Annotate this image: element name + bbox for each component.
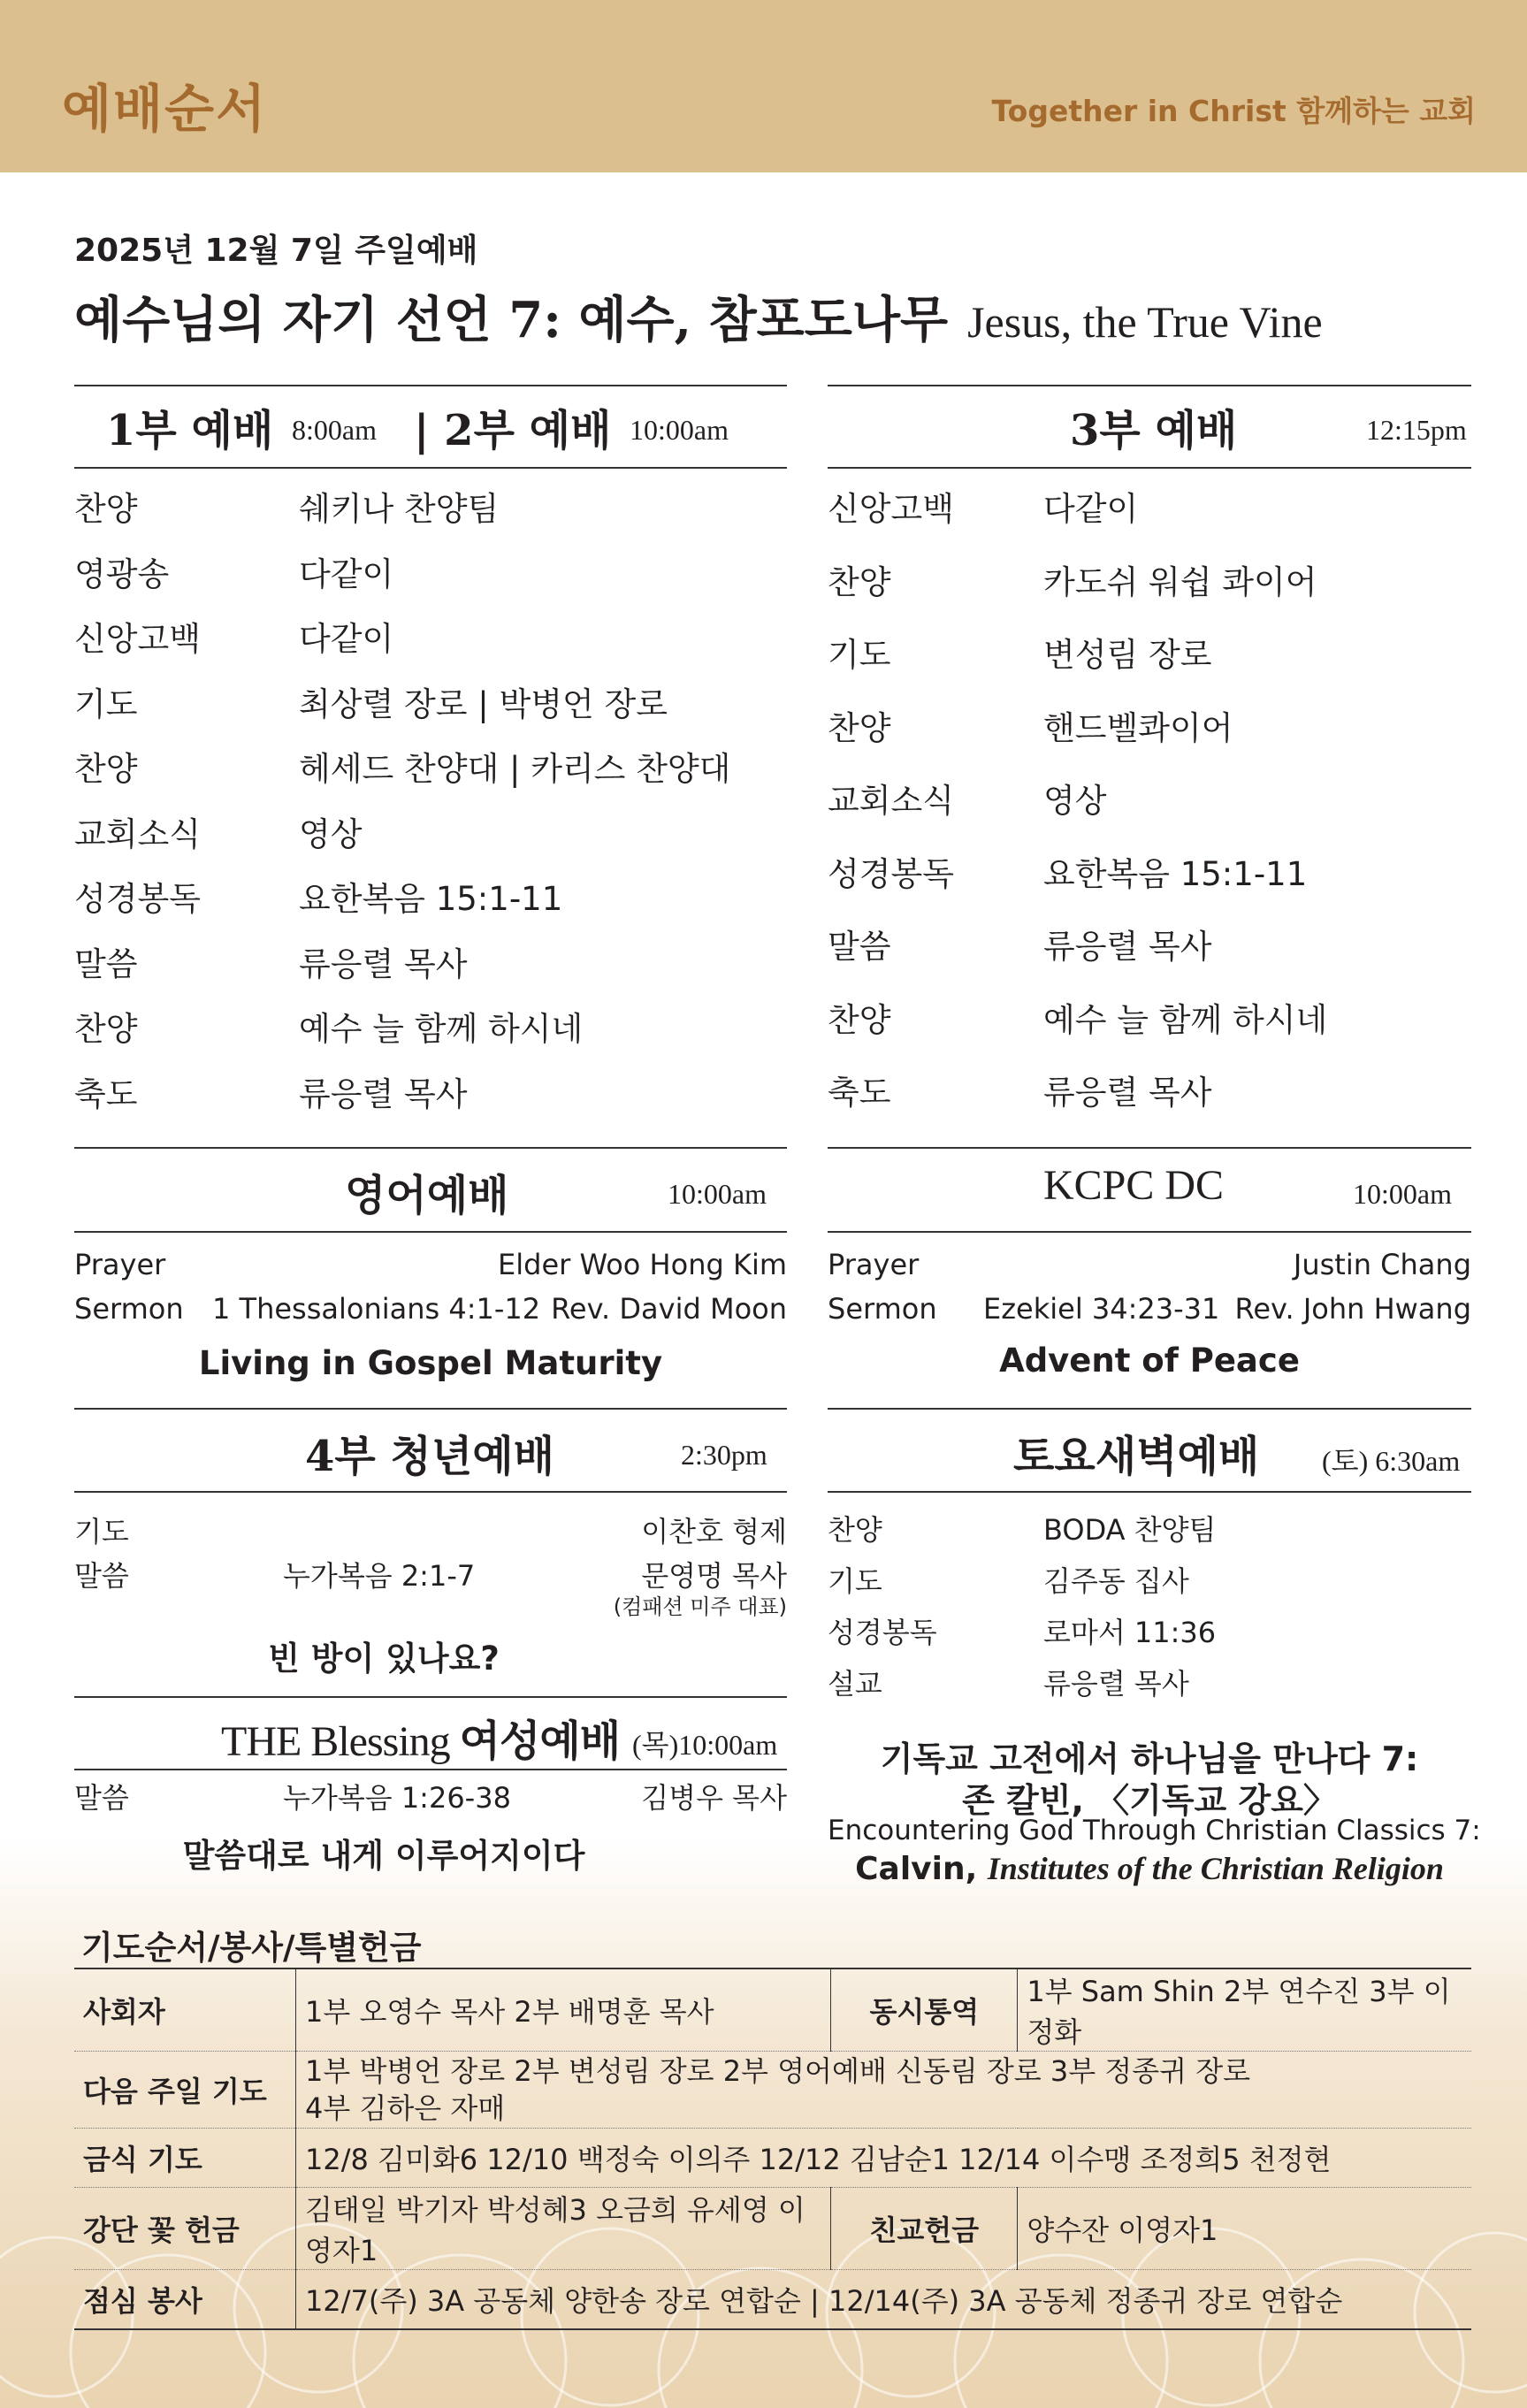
english-service-heading: 영어예배 (345, 1171, 509, 1220)
divider (74, 1147, 787, 1149)
divider (74, 1231, 787, 1233)
service-date: 2025년 12월 7일 주일예배 (74, 233, 478, 269)
order-item-label: 교회소식 (828, 782, 954, 820)
row-value: 1부 오영수 목사 2부 배명훈 목사 (296, 1968, 831, 2052)
service3-heading: 3부 예배 (1070, 406, 1238, 455)
sermon-preacher: 문영명 목사 (641, 1559, 787, 1593)
row-header: 금식 기도 (74, 2129, 296, 2188)
order-item-value: 카도쉬 워쉽 콰이어 (1043, 562, 1317, 601)
women-service-heading (221, 1707, 620, 1768)
saturday-service-time: (토) 6:30am (1322, 1445, 1461, 1477)
sermon-label: 말씀 (74, 1559, 129, 1593)
sermon-reference: 누가복음 1:26-38 (283, 1781, 511, 1815)
divider (828, 385, 1471, 386)
order-item-value: 김주동 집사 (1043, 1564, 1189, 1598)
divider (74, 385, 787, 386)
order-item-value: 류응렬 목사 (1043, 1667, 1189, 1701)
row-value: 양수잔 이영자1 (1018, 2188, 1471, 2270)
prayer-label: 기도 (74, 1515, 129, 1548)
classic-series-subtitle-en (828, 1850, 1471, 1887)
order-item-value: BODA 찬양팀 (1043, 1513, 1217, 1547)
classic-series-title: 기독교 고전에서 하나님을 만나다 7: (880, 1739, 1419, 1778)
info-section-title: 기도순서/봉사/특별헌금 (81, 1929, 422, 1967)
order-item-label: 영광송 (74, 554, 170, 593)
youth-service-time: 2:30pm (681, 1439, 767, 1471)
service1-heading: 1부 예배 (106, 406, 274, 455)
kcpc-time: 10:00am (1353, 1178, 1452, 1210)
order-item-value: 예수 늘 함께 하시네 (1043, 1000, 1328, 1039)
order-item-label: 기도 (828, 636, 891, 674)
order-item-label: 찬양 (74, 490, 138, 528)
sermon-label: 말씀 (74, 1781, 129, 1815)
row-value: 12/7(주) 3A 공동체 양한송 장로 연합순 | 12/14(주) 3A 공동체 정종귀 장로 연합순 (296, 2270, 1472, 2330)
table-row (74, 1968, 1471, 2052)
women-service-time: (목)10:00am (632, 1729, 778, 1761)
order-item-label: 성경봉독 (828, 1616, 937, 1649)
sermon-preacher: 김병우 목사 (641, 1781, 787, 1815)
classic-series-subtitle: 존 칼빈, 〈기독교 강요〉 (962, 1781, 1337, 1820)
sermon-reference: 누가복음 2:1-7 (283, 1559, 476, 1593)
order-item-label: 찬양 (828, 708, 891, 747)
row-header: 사회자 (74, 1968, 296, 2052)
order-item-value: 예수 늘 함께 하시네 (299, 1010, 584, 1048)
order-item-label: 기도 (74, 684, 138, 723)
order-item-value: 쉐키나 찬양팀 (299, 490, 500, 528)
women-service-heading-en: THE Blessing (221, 1718, 450, 1765)
women-service-heading-ko: 여성예배 (459, 1716, 621, 1766)
row-header: 다음 주일 기도 (74, 2052, 296, 2129)
order-item-value: 류응렬 목사 (1043, 1074, 1212, 1112)
row-value: 12/8 김미화6 12/10 백정숙 이의주 12/12 김남순1 12/14 이수맹 조정희5 천정현 (296, 2129, 1472, 2188)
sermon-label: Sermon (74, 1292, 184, 1326)
divider (828, 1147, 1471, 1149)
divider (74, 1769, 787, 1770)
row-header: 친교헌금 (831, 2188, 1018, 2270)
youth-service-heading: 4부 청년예배 (305, 1432, 554, 1481)
service2-time: 10:00am (630, 414, 729, 446)
kcpc-sermon-title: Advent of Peace (999, 1342, 1300, 1380)
order-item-value: 요한복음 15:1-11 (1043, 854, 1308, 893)
order-item-label: 찬양 (74, 1010, 138, 1048)
order-item-label: 찬양 (828, 1513, 882, 1547)
classic-series-title-en: Encountering God Through Christian Classics 7: (828, 1815, 1481, 1846)
order-item-value: 변성림 장로 (1043, 636, 1212, 674)
order-item-value: 다같이 (1043, 490, 1139, 528)
table-row (74, 2270, 1471, 2330)
divider (828, 467, 1471, 469)
order-item-value: 로마서 11:36 (1043, 1616, 1217, 1649)
service-duties-table (74, 1968, 1471, 2330)
order-item-label: 축도 (74, 1074, 138, 1113)
table-row (74, 2129, 1471, 2188)
saturday-service-heading: 토요새벽예배 (1013, 1432, 1260, 1481)
preacher-note: (컴패션 미주 대표) (613, 1594, 787, 1619)
sermon-label: Sermon (828, 1292, 937, 1326)
order-item-value: 류응렬 목사 (299, 944, 468, 983)
order-item-label: 성경봉독 (828, 854, 954, 893)
kcpc-heading: KCPC DC (1043, 1162, 1225, 1209)
order-item-value: 류응렬 목사 (299, 1074, 468, 1113)
order-item-label: 신앙고백 (74, 620, 201, 658)
row-value-line: 1부 박병언 장로 2부 변성림 장로 2부 영어예배 신동림 장로 3부 정종귀 장로 (305, 2054, 1251, 2088)
divider (828, 1408, 1471, 1410)
page-title: 예배순서 (62, 79, 268, 139)
divider (828, 1231, 1471, 1233)
service2-heading: | 2부 예배 (414, 406, 612, 455)
sermon-title-en: Jesus, the True Vine (967, 297, 1323, 347)
youth-sermon-title: 빈 방이 있나요? (268, 1640, 500, 1678)
order-item-label: 설교 (828, 1667, 882, 1701)
order-item-value: 류응렬 목사 (1043, 928, 1212, 966)
sermon-title-ko: 예수님의 자기 선언 7: 예수, 참포도나무 (74, 291, 949, 349)
prayer-label: Prayer (74, 1248, 166, 1281)
classic-author: Calvin, (855, 1851, 978, 1887)
table-row (74, 2052, 1471, 2129)
prayer-name: Elder Woo Hong Kim (498, 1248, 787, 1281)
divider (74, 467, 787, 469)
english-sermon-title: Living in Gospel Maturity (198, 1344, 663, 1382)
prayer-name: 이찬호 형제 (641, 1515, 787, 1548)
sermon-reference: 1 Thessalonians 4:1-12 (212, 1292, 541, 1326)
english-service-time: 10:00am (668, 1178, 767, 1210)
order-item-value: 영상 (299, 814, 363, 853)
row-header: 강단 꽃 헌금 (74, 2188, 296, 2270)
order-item-label: 교회소식 (74, 814, 201, 853)
prayer-label: Prayer (828, 1248, 920, 1281)
row-value-line: 4부 김하은 자매 (305, 2091, 506, 2125)
church-tagline: Together in Christ 함께하는 교회 (991, 94, 1476, 128)
divider (828, 1491, 1471, 1493)
sermon-preacher: Rev. David Moon (551, 1292, 787, 1326)
row-value: 1부 Sam Shin 2부 연수진 3부 이정화 (1018, 1968, 1471, 2052)
row-header: 동시통역 (831, 1968, 1018, 2052)
divider (74, 1408, 787, 1410)
row-value (296, 2052, 1472, 2129)
divider (74, 1491, 787, 1493)
order-item-label: 축도 (828, 1074, 891, 1112)
order-item-value: 영상 (1043, 782, 1107, 820)
order-item-value: 핸드벨콰이어 (1043, 708, 1233, 747)
sermon-title (74, 281, 1323, 352)
service3-time: 12:15pm (1366, 414, 1467, 446)
divider (74, 1696, 787, 1698)
order-item-label: 찬양 (828, 562, 891, 601)
order-item-value: 다같이 (299, 554, 394, 593)
sermon-reference: Ezekiel 34:23-31 (983, 1292, 1220, 1326)
order-item-label: 말씀 (828, 928, 891, 966)
order-item-label: 말씀 (74, 944, 138, 983)
order-item-label: 찬양 (74, 750, 138, 788)
order-item-label: 기도 (828, 1564, 882, 1598)
order-item-label: 신앙고백 (828, 490, 954, 528)
sermon-preacher: Rev. John Hwang (1234, 1292, 1471, 1326)
order-item-label: 성경봉독 (74, 880, 201, 918)
row-header: 점심 봉사 (74, 2270, 296, 2330)
order-item-value: 헤세드 찬양대 | 카리스 찬양대 (299, 750, 731, 788)
order-item-value: 최상렬 장로 | 박병언 장로 (299, 684, 668, 723)
table-row (74, 2188, 1471, 2270)
women-sermon-title: 말씀대로 내게 이루어지이다 (182, 1837, 585, 1875)
order-item-value: 요한복음 15:1-11 (299, 880, 563, 918)
classic-book-title: Institutes of the Christian Religion (987, 1851, 1444, 1886)
order-item-value: 다같이 (299, 620, 394, 658)
row-value: 김태일 박기자 박성혜3 오금희 유세영 이영자1 (296, 2188, 831, 2270)
order-item-label: 찬양 (828, 1000, 891, 1039)
prayer-name: Justin Chang (1293, 1248, 1471, 1281)
service1-time: 8:00am (292, 414, 377, 446)
